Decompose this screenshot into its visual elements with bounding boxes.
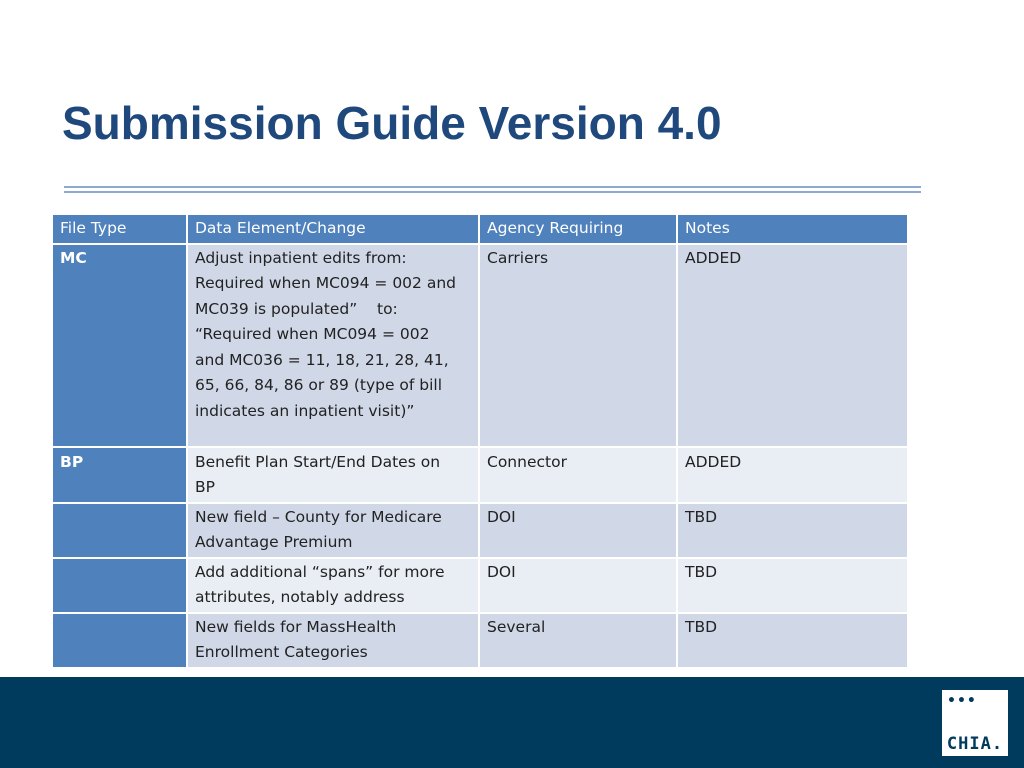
notes-cell: TBD (677, 558, 908, 613)
change-line: New field – County for Medicare (195, 507, 442, 526)
header-agency: Agency Requiring (479, 214, 677, 244)
notes-cell: ADDED (677, 244, 908, 447)
table-row (52, 244, 908, 447)
table-row (52, 613, 908, 668)
change-line: Enrollment Categories (195, 643, 368, 661)
slide-title: Submission Guide Version 4.0 (62, 97, 722, 149)
change-line: Required when MC094 = 002 and (195, 274, 456, 292)
logo-text: CHIA. (946, 734, 1004, 754)
change-cell (187, 244, 479, 447)
table-header-row (52, 214, 908, 244)
change-line: “Required when MC094 = 002 (195, 325, 430, 343)
agency-cell: DOI (479, 558, 677, 613)
header-file-type: File Type (52, 214, 187, 244)
change-line: Advantage Premium (195, 533, 353, 551)
table-row (52, 503, 908, 558)
file-type-cell: BP (52, 447, 187, 503)
header-data-element: Data Element/Change (187, 214, 479, 244)
chia-logo (942, 690, 1008, 756)
change-cell (187, 503, 479, 558)
agency-cell: Connector (479, 447, 677, 503)
table-row (52, 447, 908, 503)
changes-table (51, 213, 909, 669)
file-type-cell (52, 503, 187, 558)
notes-cell: TBD (677, 613, 908, 668)
header-notes: Notes (677, 214, 908, 244)
agency-cell: DOI (479, 503, 677, 558)
change-line: BP (195, 478, 215, 496)
agency-cell: Several (479, 613, 677, 668)
notes-cell: TBD (677, 503, 908, 558)
table-row (52, 558, 908, 613)
file-type-cell: MC (52, 244, 187, 447)
footer-bar (0, 677, 1024, 768)
change-line: New fields for MassHealth (195, 617, 397, 636)
change-cell (187, 447, 479, 503)
change-line: indicates an inpatient visit)” (195, 401, 415, 420)
change-line: MC039 is populated” to: (195, 299, 398, 318)
change-line: and MC036 = 11, 18, 21, 28, 41, (195, 350, 449, 369)
agency-cell: Carriers (479, 244, 677, 447)
change-line: Benefit Plan Start/End Dates on (195, 452, 441, 471)
logo-dots-icon: ••• (947, 693, 977, 709)
change-line: attributes, notably address (195, 588, 405, 606)
change-cell (187, 558, 479, 613)
change-line: Adjust inpatient edits from: (195, 248, 407, 267)
change-line: 65, 66, 84, 86 or 89 (type of bill (195, 376, 443, 394)
title-divider-bottom (64, 191, 921, 193)
change-line: Add additional “spans” for more (195, 562, 445, 581)
file-type-cell (52, 613, 187, 668)
title-divider-top (64, 186, 921, 188)
notes-cell: ADDED (677, 447, 908, 503)
file-type-cell (52, 558, 187, 613)
change-cell (187, 613, 479, 668)
